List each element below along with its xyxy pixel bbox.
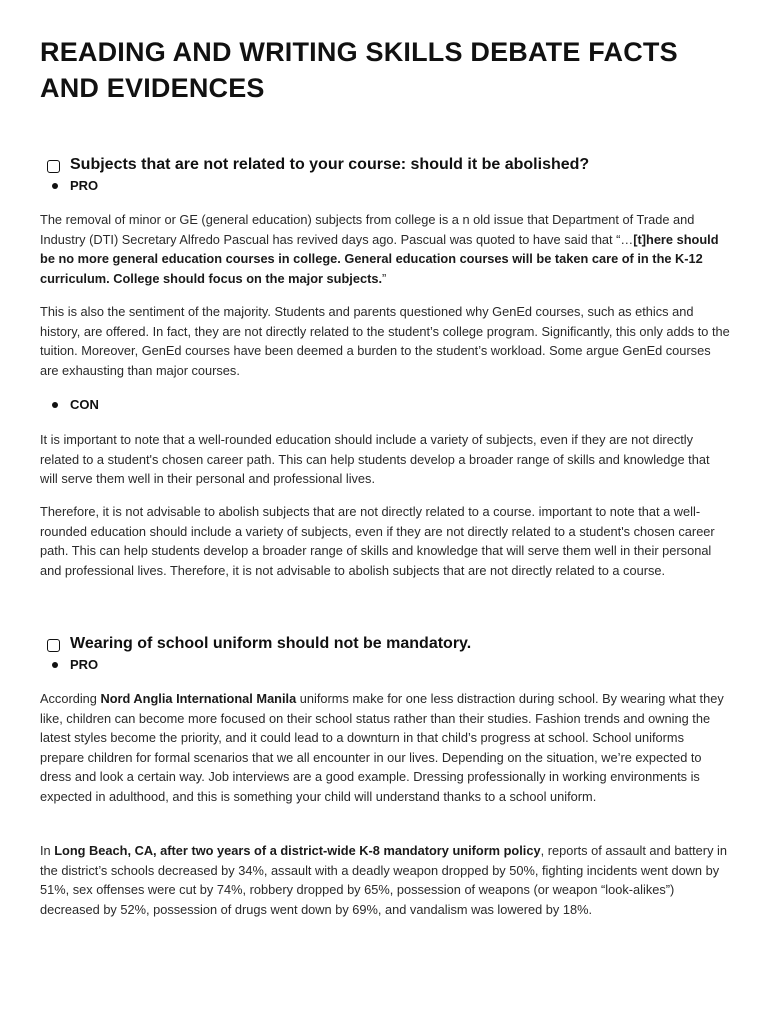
paragraph-con-1: It is important to note that a well-rounded education should include a variety of subjects, even if they are not directly related to a student's chosen career path. This can help students develop a broader range of skills and knowledge that will serve them well in their personal and professional lives.: [40, 432, 710, 487]
paragraph-uniform-1: [40, 689, 730, 807]
checkbox-icon[interactable]: [47, 639, 60, 652]
section-heading-abolish-subjects: [47, 156, 589, 174]
bullet-dot-icon: [52, 402, 58, 408]
paragraph-text: uniforms make for one less distraction during school. By wearing what they like, children can become more focused on their school status rather than their studies. Fashion trends and owning the latest styles become the priority, and it could lead to a downturn in that child’s progress at school. School uniforms prepare children for formal scenarios that we all encounter in our lives. Depending on the situation, we’re expected to dress and look a certain way. Job interviews are a good example. Dressing professionally in working environments is expected in adulthood, and this is something your child will understand thanks to a school uniform.: [40, 691, 724, 804]
paragraph-con-2: Therefore, it is not advisable to abolish subjects that are not directly related to a course. important to note that a well-rounded education should include a variety of subjects, even if they are not directly related to a student's chosen career path. This can help students develop a broader range of skills and knowledge that will serve them well in their personal and professional lives. Therefore, it is not advisable to abolish subjects that are not directly related to a course.: [40, 504, 715, 578]
paragraph-text: , reports of assault and battery in the district’s schools decreased by 34%, assault with a deadly weapon dropped by 50%, fighting incidents went down by 51%, sex offenses were cut by 74%, robbery dropped by 65%, possession of weapons (or weapon “look-alikes”) decreased by 52%, possession of drugs went down by 69%, and vandalism was lowered by 18%.: [40, 843, 727, 917]
paragraph-pro-1: [40, 210, 730, 288]
bullet-label: CON: [70, 397, 99, 412]
paragraph-text: In: [40, 843, 55, 858]
page-title: READING AND WRITING SKILLS DEBATE FACTS AND EVIDENCES: [40, 37, 678, 103]
checkbox-icon[interactable]: [47, 160, 60, 173]
paragraph-pro-2: This is also the sentiment of the majority. Students and parents questioned why GenEd courses, such as ethics and history, are offered. In fact, they are not directly related to the student’s college program. Significantly, this only adds to the tuition. Moreover, GenEd courses have been deemed a burden to the student’s workload. Some argue GenEd courses are exhausting than major courses.: [40, 304, 730, 378]
section-heading-text: Subjects that are not related to your course: should it be abolished?: [70, 156, 590, 173]
bullet-pro: [52, 178, 98, 193]
paragraph-text: According: [40, 691, 101, 706]
paragraph-text: ”: [382, 270, 387, 286]
bullet-pro: [52, 657, 98, 672]
bullet-con: [52, 397, 99, 412]
paragraph-quote-bold: [t]here should be no more general education courses in college. General education courses will be taken care of in the K-12 curriculum. College should focus on the major subjects.: [40, 231, 719, 286]
paragraph-source-bold: Nord Anglia International Manila: [100, 691, 297, 706]
bullet-dot-icon: [52, 662, 58, 668]
paragraph-location-bold: Long Beach, CA, after two years of a district-wide K-8 mandatory uniform policy: [54, 843, 541, 858]
paragraph-text: The removal of minor or GE (general education) subjects from college is a n old issue that Department of Trade and Industry (DTI) Secretary Alfredo Pascual has revived days ago. Pascual was quoted to have said that “…: [40, 212, 695, 247]
bullet-dot-icon: [52, 183, 58, 189]
paragraph-uniform-2: [40, 841, 730, 919]
section-heading-school-uniform: [47, 635, 471, 653]
bullet-label: PRO: [70, 657, 99, 672]
bullet-label: PRO: [70, 178, 99, 193]
section-heading-text: Wearing of school uniform should not be mandatory.: [70, 635, 472, 652]
